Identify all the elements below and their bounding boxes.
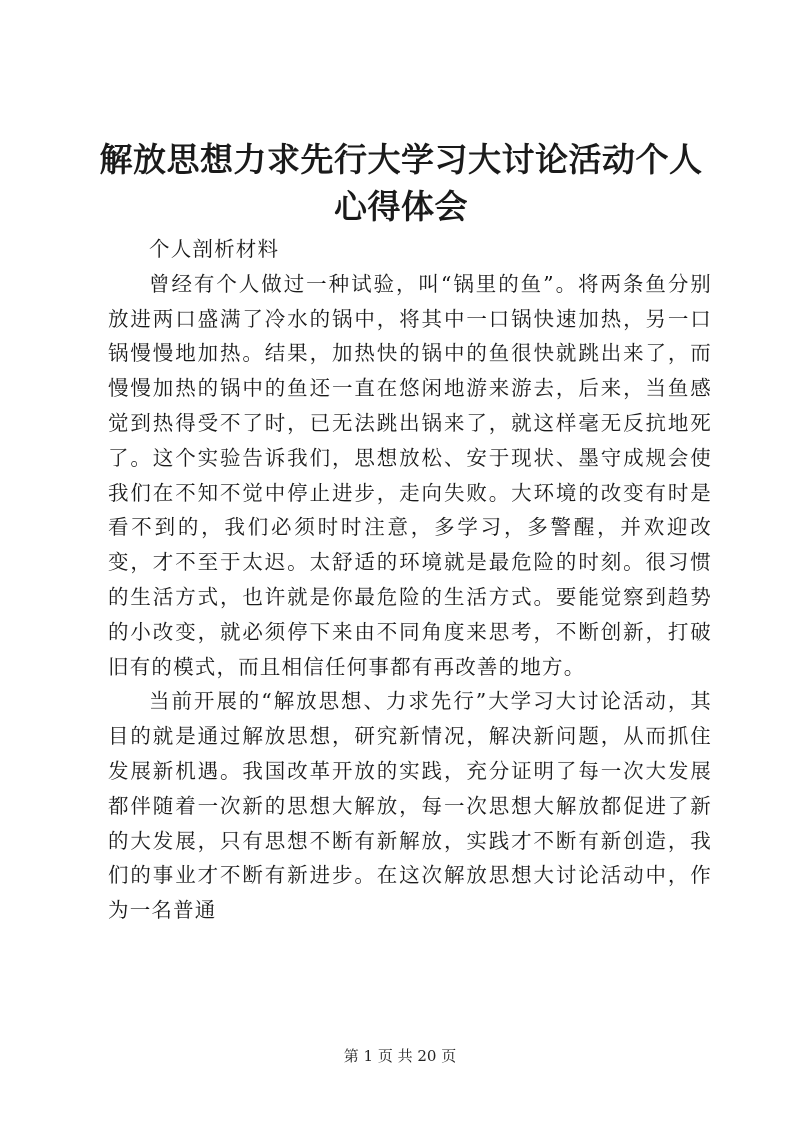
document-body (108, 232, 712, 928)
document-title: 解放思想力求先行大学习大讨论活动个人心得体会 (99, 140, 703, 226)
body-paragraph: 当前开展的“解放思想、力求先行”大学习大讨论活动，其目的就是通过解放思想，研究新情况，解决新问题，从而抓住发展新机遇。我国改革开放的实践，充分证明了每一次大发展都伴随着一次新的思想大解放，每一次思想大解放都促进了新的大发展，只有思想不断有新解放，实践才不断有新创造，我们的事业才不断有新进步。在这次解放思想大讨论活动中，作为一名普通 (108, 689, 712, 923)
body-paragraph: 曾经有个人做过一种试验，叫“锅里的鱼”。将两条鱼分别放进两口盛满了冷水的锅中，将其中一口锅快速加热，另一口锅慢慢地加热。结果，加热快的锅中的鱼很快就跳出来了，而慢慢加热的锅中的鱼还一直在悠闲地游来游去，后来，当鱼感觉到热得受不了时，已无法跳出锅来了，就这样毫无反抗地死了。这个实验告诉我们，思想放松、安于现状、墨守成规会使我们在不知不觉中停止进步，走向失败。大环境的改变有时是看不到的，我们必须时时注意，多学习，多警醒，并欢迎改变，才不至于太迟。太舒适的环境就是最危险的时刻。很习惯的生活方式，也许就是你最危险的生活方式。要能觉察到趋势的小改变，就必须停下来由不同角度来思考，不断创新，打破旧有的模式，而且相信任何事都有再改善的地方。 (108, 271, 712, 679)
section-subtitle: 个人剖析材料 (149, 237, 280, 261)
page-number-footer: 第 1 页 共 20 页 (343, 1047, 457, 1065)
